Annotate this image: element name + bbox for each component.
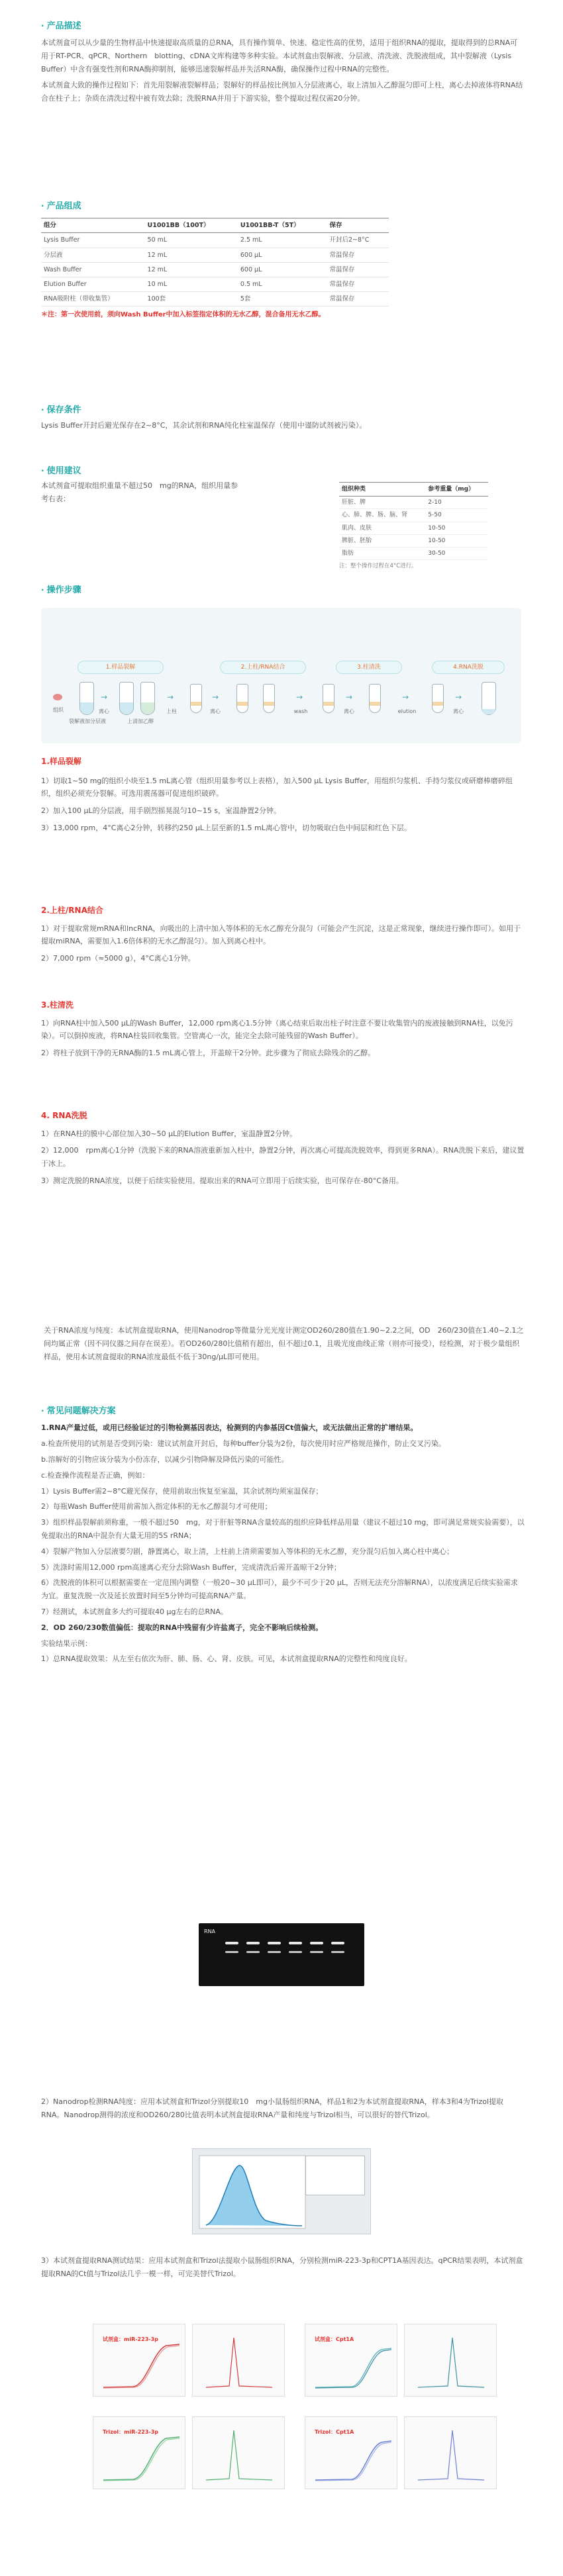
faq-answer: 4）裂解产物加入分层液要匀剧，静置离心，取上清，上柱前上清须需要加入等体积的无水乙醇，充分混匀后加入离心柱中离心； [41, 1547, 454, 1556]
faq-answer: 2）每瓶Wash Buffer使用前需加入指定体积的无水乙醇混匀才可使用； [41, 1502, 272, 1511]
step-paragraph: 1）切取1~50 mg的组织小块至1.5 mL离心管（组织用量参考以上表格），加入500 μL Lysis Buffer，用组织匀浆机、手持匀浆仪或研磨棒磨碎组织，组织必须充分裂解。可选用震荡器可促进组织破碎。 [41, 776, 513, 798]
example-paragraph: 2）Nanodrop检测RNA纯度：应用本试剂盒和Trizol分别提取10 mg小鼠肠组织RNA，样品1和2为本试剂盒提取RNA，样本3和4为Trizol提取RNA。Nanodrop测得的浓度和OD260/280比值表明本试剂盒提取RNA产量和纯度与Trizol相当，可以很好的替代Trizol。 [41, 2097, 504, 2119]
step-heading: 1.样品裂解 [41, 757, 81, 766]
gel-electrophoresis-image [199, 1923, 364, 1986]
bullet-icon: · [41, 201, 44, 211]
table-cell: 10-50 [425, 534, 488, 547]
table-cell: 常温保存 [327, 248, 389, 262]
qpcr-curve [305, 2417, 398, 2490]
arrow-icon: → [296, 692, 303, 702]
workflow-small-label: 组织 [53, 707, 64, 713]
table-cell: 肝脏、脾 [339, 497, 425, 509]
qpcr-plot-title: Trizol：Cpt1A [315, 2429, 354, 2435]
table-header-cell: U1001BB（100T） [145, 218, 238, 233]
step-paragraph: 1）对于提取常规mRNA和lncRNA，向吸出的上清中加入等体积的无水乙醇充分混匀（可能会产生沉淀，这是正常现象，继续进行操作即可）。如用于提取miRNA，需要加入1.6倍体积的无水乙醇混匀）。加入到离心柱中。 [41, 924, 521, 946]
table-cell: 600 μL [238, 248, 327, 262]
reference-weight-table [339, 482, 488, 560]
table-header-row [339, 483, 488, 497]
spin-column-icon [263, 684, 275, 713]
table-cell: 心、肺、脾、肠、脑、肾 [339, 509, 425, 522]
example-3 [41, 2254, 525, 2281]
section-title-description [41, 19, 525, 34]
workflow-small-label: 离心 [344, 708, 354, 714]
gel-band [246, 1951, 260, 1953]
workflow-step-label: 4.RNA洗脱 [432, 661, 505, 674]
step-heading: 2.上柱/RNA结合 [41, 906, 103, 915]
usage-body: 本试剂盒可提取组织重量不超过50 mg的RNA，组织用量参考右表： [41, 481, 238, 503]
qpcr-amplification-plot [93, 2416, 185, 2489]
composition-table [41, 218, 389, 307]
gel-band [310, 1942, 323, 1944]
table-cell: 常温保存 [327, 291, 389, 306]
title-text: 常见问题解决方案 [46, 1406, 116, 1416]
qpcr-curve [405, 2417, 497, 2490]
table-header-cell: U1001BB-T（5T） [238, 218, 327, 233]
qpcr-curve [405, 2324, 497, 2397]
qpcr-plot-title: Trizol：miR-223-3p [103, 2429, 159, 2435]
step-paragraph: 2）将柱子放到干净的无RNA酶的1.5 mL离心管上，开盖晾干2分钟。此步骤为了彻底去除残余的乙醇。 [41, 1049, 376, 1058]
nanodrop-readout-panel [305, 2156, 365, 2195]
section-composition [41, 199, 525, 321]
step-heading: 4. RNA洗脱 [41, 1111, 87, 1120]
spin-column-icon [323, 684, 334, 713]
example-paragraph: 1）总RNA提取效果：从左至右依次为肝、肺、肠、心、肾、皮肤。可见，本试剂盒提取RNA的完整性和纯度良好。 [41, 1654, 412, 1664]
gel-band [331, 1951, 344, 1953]
table-row [41, 291, 389, 306]
table-cell: 常温保存 [327, 262, 389, 277]
qpcr-amplification-plot [305, 2324, 397, 2397]
storage-body: Lysis Buffer开封后避光保存在2~8°C，其余试剂和RNA纯化柱室温保存（使用中谨防试剂被污染）。 [41, 421, 367, 430]
table-cell: 分层液 [41, 248, 145, 262]
example-paragraph: 3）本试剂盒提取RNA测试结果：应用本试剂盒和Trizol法提取小鼠肠组织RNA，分别检测miR-223-3p和CPT1A基因表达。qPCR结果表明，本试剂盒提取RNA的Ct值与Trizol法几乎一模一样，可完美替代Trizol。 [41, 2256, 523, 2278]
table-row [339, 509, 488, 522]
arrow-icon: → [167, 692, 174, 702]
step-paragraph: 2）加入100 μL的分层液，用手剧烈摇晃混匀10~15 s，室温静置2分钟。 [41, 806, 282, 816]
workflow-step-label: 1.样品裂解 [77, 661, 164, 674]
arrow-icon: → [346, 692, 353, 702]
gel-band [225, 1942, 238, 1944]
section-title-steps [41, 583, 525, 598]
section-steps [41, 583, 525, 598]
step-paragraph: 3）13,000 rpm，4°C离心2分钟，转移约250 μL上层至新的1.5 mL离心管中，切勿吸取白色中间层和红色下层。 [41, 823, 411, 832]
table-row [339, 497, 488, 509]
arrow-icon: → [212, 692, 219, 702]
section-storage [41, 403, 525, 432]
step-paragraph: 3）测定洗脱的RNA浓度，以便于后续实验使用。提取出来的RNA可立即用于后续实验，也可保存在-80°C备用。 [41, 1176, 403, 1185]
faq-answer: b.溶解好的引物应该分装为小份冻存，以减少引物降解及降低污染的可能性。 [41, 1455, 289, 1464]
spin-column-icon [369, 684, 381, 713]
table-cell: 50 mL [145, 233, 238, 248]
workflow-small-label: 上清加乙醇 [127, 718, 154, 724]
gel-band [289, 1951, 302, 1953]
description-body: 本试剂盒可以从少量的生物样品中快速提取高质量的总RNA，具有操作简单、快速、稳定性高的优势，适用于组织RNA的提取，提取得到的总RNA可用于RT-PCR、qPCR、Northern blotting、cDNA文库构建等多种实验。本试剂盒由裂解液、分层液、清洗液、洗脱液组成，其中裂解液（Lysis Buffer）中含有强变性剂和RNA酶抑制剂，能够迅速裂解样品并失活RNA酶，确保操作过程中RNA的完整性。 [41, 38, 519, 73]
table-cell: 10 mL [145, 277, 238, 291]
step-paragraph: 1）在RNA柱的膜中心部位加入30~50 μL的Elution Buffer，室温静置2分钟。 [41, 1129, 297, 1138]
nanodrop-spectrum-image [192, 2148, 371, 2234]
workflow-small-label: 离心 [99, 708, 109, 714]
bullet-icon: · [41, 1406, 44, 1415]
table-cell: 常温保存 [327, 277, 389, 291]
gel-label: RNA [204, 1929, 216, 1934]
spin-column-icon [190, 684, 202, 713]
section-title-faq [41, 1404, 525, 1419]
table-cell: Lysis Buffer [41, 233, 145, 248]
faq-answer: a.检查所使用的试剂是否受到污染：建议试剂盒开封后，每种buffer分装为2份，每次使用时应严格规范操作，防止交叉污染。 [41, 1439, 446, 1449]
bullet-icon: · [41, 585, 44, 595]
workflow-small-label: elution [397, 708, 417, 714]
table-row [41, 248, 389, 262]
qpcr-melt-plot [192, 2324, 285, 2397]
section-faq [41, 1404, 525, 1666]
section-usage [41, 463, 525, 569]
table-cell: 12 mL [145, 262, 238, 277]
bullet-icon: · [41, 405, 44, 414]
table-cell: Wash Buffer [41, 262, 145, 277]
faq-question: 1.RNA产量过低，或用已经验证过的引物检测基因表达，检测到的内参基因Ct值偏大，或无法做出正常的扩增结果。 [41, 1423, 418, 1433]
title-text: 操作步骤 [46, 585, 81, 595]
step-lysis [41, 755, 525, 835]
workflow-small-label: 裂解液加分层液 [69, 718, 106, 724]
section-title-usage [41, 463, 525, 479]
workflow-small-label: 离心 [453, 708, 464, 714]
table-cell: 0.5 mL [238, 277, 327, 291]
purity-note [44, 1324, 525, 1363]
reference-note: 注：整个操作过程在4°C进行。 [339, 563, 417, 569]
table-row [339, 522, 488, 534]
arrow-icon: → [402, 692, 409, 702]
faq-question: 2．OD 260/230数值偏低：提取的RNA中残留有少许盐离子，完全不影响后续检测。 [41, 1623, 323, 1632]
qpcr-curve [305, 2324, 398, 2397]
tube-icon [79, 682, 94, 715]
faq-answer: 6）洗脱液的体积可以根据需要在一定范围内调整（一般20~30 μL即可），最少不可少于20 μL，否则无法充分溶解RNA），以浓度满足后续实验需求为宜。重复洗脱一次及延长放置时间至5分钟均可提高RNA产量。 [41, 1578, 518, 1601]
section-description [41, 19, 525, 105]
workflow-small-label: wash [293, 708, 308, 714]
step-paragraph: 2）12,000 rpm离心1分钟（洗脱下来的RNA溶液重新加入柱中，静置2分钟，再次离心可提高洗脱效率，得到更多RNA）。RNA洗脱下来后，建议置于冰上。 [41, 1146, 525, 1169]
spin-column-icon [236, 684, 248, 713]
title-text: 使用建议 [46, 466, 81, 476]
table-row [339, 547, 488, 559]
faq-answer: 3）组织样品裂解前须称重，一般不超过50 mg，对于肝脏等RNA含量较高的组织应降低样品用量（建议不超过10 mg，即可满足常规实验需要），以免提取出的RNA中混杂有大量无用的5S rRNA； [41, 1518, 525, 1540]
step-elution [41, 1109, 525, 1188]
table-cell: Elution Buffer [41, 277, 145, 291]
bullet-icon: · [41, 21, 44, 30]
step-wash [41, 998, 525, 1060]
table-cell: 脾脏、胚胎 [339, 534, 425, 547]
gel-band [289, 1942, 302, 1944]
arrow-icon: → [101, 692, 108, 702]
qpcr-plot-title: 试剂盒：Cpt1A [315, 2336, 354, 2342]
qpcr-curve [193, 2417, 285, 2490]
table-header-cell: 参考重量（mg） [425, 483, 488, 497]
section-title-storage [41, 403, 525, 418]
step-binding [41, 904, 525, 965]
composition-note: ＊注：第一次使用前，须向Wash Buffer中加入标签指定体积的无水乙醇，混合备用无水乙醇。 [41, 310, 325, 318]
workflow-step-label: 3.柱清洗 [336, 661, 402, 674]
description-body-2: 本试剂盒大致的操作过程如下：首先用裂解液裂解样品；裂解好的样品按比例加入分层液离心，取上清加入乙醇混匀即可上柱，离心去掉液体将RNA结合在柱子上；杂质在清洗过程中被有效去除；洗脱RNA并用于下游实验，整个提取过程仅需20分钟。 [41, 80, 523, 103]
gel-band [246, 1942, 260, 1944]
qpcr-melt-plot [404, 2416, 497, 2489]
table-cell: 100套 [145, 291, 238, 306]
table-row [41, 277, 389, 291]
table-cell: 10-50 [425, 522, 488, 534]
table-cell: 开封后2~8°C [327, 233, 389, 248]
spin-column-icon [432, 684, 444, 713]
table-cell: 30-50 [425, 547, 488, 559]
tissue-icon [53, 694, 62, 700]
title-text: 产品描述 [46, 21, 81, 31]
tube-icon [482, 682, 496, 715]
title-text: 保存条件 [46, 405, 81, 415]
workflow-small-label: 离心 [210, 708, 221, 714]
tube-icon [140, 682, 155, 715]
workflow-step-label: 2.上柱/RNA结合 [220, 661, 306, 674]
tube-icon [119, 682, 134, 715]
faq-answer: 1）Lysis Buffer需2~8°C避光保存，使用前取出恢复至室温，其余试剂均须室温保存； [41, 1486, 323, 1496]
faq-answer: c.检查操作流程是否正确，例如： [41, 1470, 150, 1480]
table-header-cell: 组织种类 [339, 483, 425, 497]
table-row [41, 262, 389, 277]
qpcr-amplification-plot [305, 2416, 397, 2489]
qpcr-melt-plot [404, 2324, 497, 2397]
qpcr-melt-plot [192, 2416, 285, 2489]
table-cell: 2.5 mL [238, 233, 327, 248]
faq-answer: 7）经测试，本试剂盒多大约可提取40 μg左右的总RNA。 [41, 1607, 228, 1616]
arrow-icon: → [455, 692, 462, 702]
workflow-diagram [41, 608, 521, 743]
bullet-icon: · [41, 465, 44, 475]
table-cell: 600 μL [238, 262, 327, 277]
table-row [41, 233, 389, 248]
table-cell: RNA吸附柱（带收集管） [41, 291, 145, 306]
gel-band [331, 1942, 344, 1944]
step-heading: 3.柱清洗 [41, 1000, 74, 1010]
step-paragraph: 1）向RNA柱中加入500 μL的Wash Buffer，12,000 rpm离心1.5分钟（离心结束后取出柱子时注意不要让收集管内的废液接触到RNA柱，以免污染）。可以倒掉废液，将RNA柱装回收集管。空管离心一次，能完全去除可能残留的Wash Buffer）。 [41, 1018, 513, 1041]
qpcr-curve [93, 2417, 186, 2490]
qpcr-curve [193, 2324, 285, 2397]
qpcr-plot-title: 试剂盒：miR-223-3p [103, 2336, 158, 2342]
gel-band [268, 1951, 281, 1953]
table-cell: 5套 [238, 291, 327, 306]
step-paragraph: 2）7,000 rpm（≈5000 g），4°C离心1分钟。 [41, 954, 195, 963]
gel-band [310, 1951, 323, 1953]
qpcr-amplification-plot [93, 2324, 185, 2397]
gel-band [225, 1951, 238, 1953]
example-2 [41, 2095, 525, 2122]
table-cell: 肌肉、皮肤 [339, 522, 425, 534]
table-header-cell: 组分 [41, 218, 145, 233]
table-cell: 脂肪 [339, 547, 425, 559]
qpcr-curve [93, 2324, 186, 2397]
title-text: 产品组成 [46, 201, 81, 211]
faq-answer: 5）洗涤时需用12,000 rpm高速离心充分去除Wash Buffer，完成清洗后需开盖晾干2分钟； [41, 1562, 341, 1572]
table-cell: 5-50 [425, 509, 488, 522]
section-title-composition [41, 199, 525, 214]
table-cell: 12 mL [145, 248, 238, 262]
table-header-row [41, 218, 389, 233]
table-row [339, 534, 488, 547]
example-label: 实验结果示例： [41, 1639, 92, 1648]
table-header-cell: 保存 [327, 218, 389, 233]
purity-paragraph: 关于RNA浓度与纯度：本试剂盒提取RNA，使用Nanodrop等微量分光光度计测定OD260/280值在1.90~2.2之间，OD 260/230值在1.40~2.1之间均属正常（因不同仪器之间存在误差）。若OD260/280比值稍有超出，但不超过0.1，且吸光度曲线正常（则亦可接受），经检测，对于极少量组织样品，使用本试剂盒提取的RNA浓度最低不低于30ng/μL即可使用。 [44, 1326, 524, 1361]
workflow-small-label: 上柱 [166, 708, 177, 714]
table-cell: 2-10 [425, 497, 488, 509]
gel-band [268, 1942, 281, 1944]
